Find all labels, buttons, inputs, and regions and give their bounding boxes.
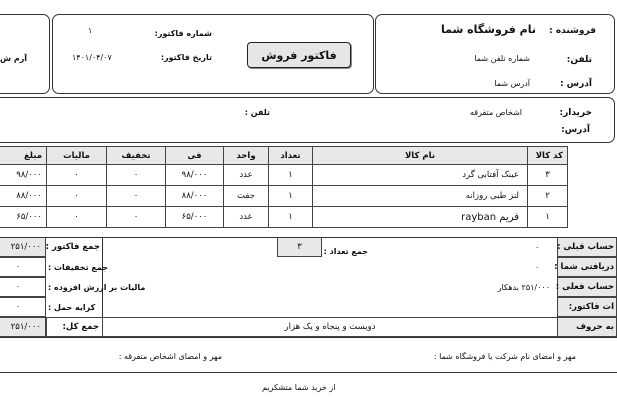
invoice-title: فاکتور فروش [247,42,351,68]
cell-discount: ۰ [107,186,166,207]
cell-name: عینک آفتابی گرد [313,165,528,186]
words-label: به حروف [557,317,617,337]
table-header-row [0,147,568,165]
cell-discount: ۰ [107,207,166,228]
cell-qty: ۱ [269,207,313,228]
current-balance-label: حساب فعلی : [557,277,617,297]
logo-placeholder: آرم ش [0,54,28,63]
prev-balance-value: ۰ [535,243,540,252]
cell-tax: ۰ [47,186,107,207]
seller-name: نام فروشگاه شما [440,23,536,36]
col-unit: واحد [224,147,269,165]
thank-you-note: از خرید شما متشکریم [262,383,336,392]
buyer-label: خریدار: [559,108,592,118]
cell-tax: ۰ [47,165,107,186]
cell-name: فریم rayban [313,207,528,228]
footer-divider [0,372,617,373]
col-amount: مبلغ [0,147,47,165]
items-table [0,146,568,228]
invoice-date-value: ۱۴۰۱/۰۴/۰۷ [72,53,112,62]
cell-amount: ۸۸/۰۰۰ [0,186,47,207]
invoice-number-label: شماره فاکتور: [154,29,212,38]
buyer-signature: مهر و امضای اشخاص متفرقه : [118,352,222,361]
cell-amount: ۹۸/۰۰۰ [0,165,47,186]
cell-price: ۸۸/۰۰۰ [166,186,224,207]
table-row [0,186,568,207]
cell-code: ۳ [528,165,568,186]
cell-code: ۲ [528,186,568,207]
cell-qty: ۱ [269,165,313,186]
notes-label: ات فاکتور: [557,297,617,317]
col-discount: تخفیف [107,147,166,165]
buyer-phone-label: تلفن : [244,108,270,117]
summary-bottom-border [0,337,617,338]
vat-label: مالیات بر ارزش افزوده : [48,283,146,292]
cell-price: ۶۵/۰۰۰ [166,207,224,228]
cell-tax: ۰ [47,207,107,228]
cell-name: لنز طبی روزانه [313,186,528,207]
cell-unit: عدد [224,207,269,228]
col-price: فی [166,147,224,165]
seller-address-value: آدرس شما [494,79,530,88]
cell-amount: ۶۵/۰۰۰ [0,207,47,228]
col-tax: مالیات [47,147,107,165]
col-qty: تعداد [269,147,313,165]
cell-unit: عدد [224,165,269,186]
cell-code: ۱ [528,207,568,228]
cell-discount: ۰ [107,165,166,186]
discounts-label: جمع تخفیفات : [48,263,108,272]
table-row [0,207,568,228]
cell-qty: ۱ [269,186,313,207]
grand-total-label: جمع کل: [46,317,103,337]
paid-value: ۰ [535,263,540,272]
words-value: دویست و پنجاه و یک هزار [102,317,558,337]
shipping-label: کرایه حمل : [48,303,96,312]
grand-total-value: ۲۵۱/۰۰۰ [0,317,46,337]
col-code: کد کالا [528,147,568,165]
col-name: نام کالا [313,147,528,165]
discounts-value: ۰ [0,257,46,277]
invoice-total-label: جمع فاکتور : [45,242,100,252]
seller-phone-label: تلفن: [566,55,592,65]
buyer-value: اشخاص متفرقه [469,108,522,117]
seller-phone-value: شماره تلفن شما [474,54,530,63]
invoice-number-value: ۱ [88,26,93,35]
shipping-value: ۰ [0,297,46,317]
invoice-total-value: ۲۵۱/۰۰۰ [0,237,46,257]
current-balance-value: ۲۵۱/۰۰۰ بدهکار [497,283,550,292]
seller-label: فروشنده : [549,26,596,36]
vat-value: ۰ [0,277,46,297]
seller-signature: مهر و امضای نام شرکت یا فروشگاه شما : [433,352,576,361]
summary-top-border [0,237,617,238]
paid-label: دریافتی شما : [557,257,617,277]
cell-unit: جفت [224,186,269,207]
buyer-box [0,97,615,143]
seller-address-label: آدرس : [559,79,592,89]
prev-balance-label: حساب قبلی : [557,237,617,257]
total-qty-label: جمع تعداد : [323,247,368,256]
table-row [0,165,568,186]
cell-price: ۹۸/۰۰۰ [166,165,224,186]
total-qty-value: ۳ [277,237,322,257]
invoice-date-label: تاریخ فاکتور: [160,53,212,62]
buyer-address-label: آدرس: [561,125,590,135]
